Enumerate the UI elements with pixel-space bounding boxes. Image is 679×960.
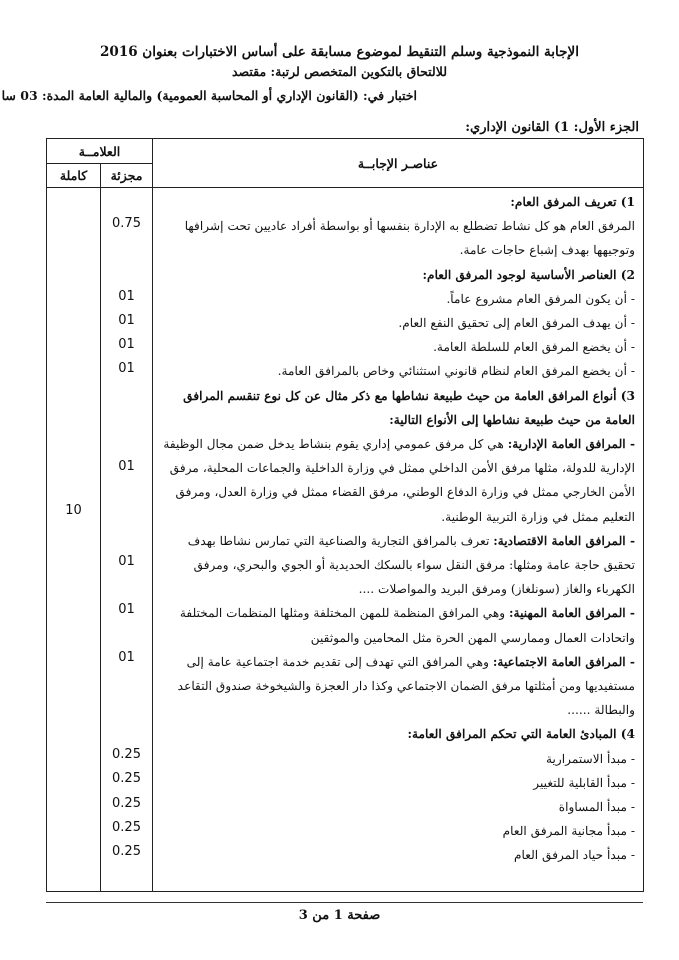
grade-header: العلامــة	[47, 139, 153, 164]
list-item: - أن يخضع المرفق العام للسلطة العامة.	[433, 340, 635, 355]
paragraph-lead: - المرافق العامة الاقتصادية:	[493, 533, 635, 548]
score-item: 01	[118, 313, 135, 328]
full-grade-cell	[47, 188, 101, 892]
footer-divider	[46, 902, 643, 903]
paragraph-body: وهي المرافق المنظمة للمهن المختلفة ومثلها المنظمات المختلفة واتحادات العمال وممارسي المهن الحرة مثل المحامين والموثقين	[179, 606, 635, 645]
score-item: 01	[118, 337, 135, 352]
paragraph-body: هي كل مرفق عمومي إداري يقوم بنشاط يدخل ضمن مجال الوظيفة الإدارية للدولة، مثلها مرفق الأمن الداخلي ممثل في وزارة الداخلية والجماعات المحلية، مرفق الأمن الخارجي ممثل في وزارة الدفاع الوطني، مرفق القضاء ممثل في وزارة العدل، ومرفق التعليم ممثل في وزارة التربية الوطنية.	[163, 437, 635, 524]
score-item: 0.25	[112, 771, 141, 786]
paragraph-lead: - المرافق العامة المهنية:	[509, 606, 635, 621]
list-item: - مبدأ المساواة	[558, 800, 635, 815]
list-item: - أن يخضع المرفق العام لنظام قانوني استثنائي وخاص بالمرافق العامة.	[277, 364, 635, 379]
score-item: 01	[118, 602, 135, 617]
answer-elements-header: عناصـر الإجابــة	[153, 139, 644, 188]
paragraph-lead: - المرافق العامة الإدارية:	[507, 437, 635, 452]
full-grade-header: كاملة	[47, 164, 101, 188]
score-item: 01	[118, 361, 135, 376]
score-item: 0.75	[112, 216, 141, 231]
score-item: 0.25	[112, 796, 141, 811]
score-item: 01	[118, 459, 135, 474]
list-item: - مبدأ مجانية المرفق العام	[502, 824, 635, 839]
total-score: 10	[65, 503, 82, 518]
score-item: 0.25	[112, 820, 141, 835]
header-exam-line: اختبار في: (القانون الإداري أو المحاسبة العمومية) والمالية العامة المدة: 03 سا	[1, 88, 417, 103]
section-heading: 4) المبادئ العامة التي تحكم المرافق العامة:	[407, 727, 635, 742]
definition-text: المرفق العام هو كل نشاط تضطلع به الإدارة بنفسها أو بواسطة أفراد عاديين تحت إشرافها وتوجيهها بهدف إشباع حاجات عامة.	[184, 219, 635, 258]
paragraph-lead: - المرافق العامة الاجتماعية:	[492, 654, 635, 669]
score-item: 01	[118, 554, 135, 569]
section-heading: 3) أنواع المرافق العامة من حيث طبيعة نشاطها مع ذكر مثال عن كل نوع تنقسم المرافق العامة من حيث طبيعة نشاطها إلى الأنواع التالية:	[183, 388, 635, 427]
partial-grade-cell	[101, 188, 153, 892]
list-item: - أن يكون المرفق العام مشروع عاماً.	[446, 291, 635, 306]
paragraph-body: تعرف بالمرافق التجارية والصناعية التي تمارس نشاطا بهدف تحقيق حاجة عامة ومثلها: مرفق النقل سواء بالسكك الحديدية أو الجوي والبحري، ومرفق الكهرباء والغاز (سونلغاز) ومرفق البريد والمواصلات ....	[187, 533, 635, 597]
page-number: صفحة 1 من 3	[298, 908, 381, 923]
paragraph-body: وهي المرافق التي تهدف إلى تقديم خدمة اجتماعية عامة إلى مستفيديها ومن أمثلتها مرفق الضمان الاجتماعي وكذا دار العجزة والشيخوخة صندوق التقاعد والبطالة ......	[177, 654, 635, 718]
section-heading: 1) تعريف المرفق العام:	[510, 195, 635, 209]
score-item: 0.25	[112, 747, 141, 762]
list-item: - مبدأ القابلية للتغيير	[533, 775, 635, 790]
header-title-line: الإجابة النموذجية وسلم التنقيط لموضوع مسابقة على أساس الاختبارات بعنوان 2016	[100, 44, 579, 60]
score-item: 0.25	[112, 844, 141, 859]
paragraph	[159, 529, 635, 602]
score-item: 01	[118, 289, 135, 304]
list-item: - أن يهدف المرفق العام إلى تحقيق النفع العام.	[398, 316, 635, 331]
header-rank-line: للالتحاق بالتكوين المتخصص لرتبة: مقتصد	[231, 64, 448, 79]
part-title: الجزء الأول: 1) القانون الإداري:	[465, 120, 639, 135]
list-item: - مبدأ حياد المرفق العام	[513, 848, 635, 863]
paragraph	[159, 432, 635, 529]
paragraph	[159, 650, 635, 723]
list-item: - مبدأ الاستمرارية	[545, 751, 635, 766]
answer-table	[46, 138, 644, 892]
score-item: 01	[118, 650, 135, 665]
section-heading: 2) العناصر الأساسية لوجود المرفق العام:	[422, 267, 635, 282]
answer-content-cell	[153, 188, 644, 892]
partial-grade-header: مجزئة	[101, 164, 153, 188]
paragraph	[159, 601, 635, 649]
